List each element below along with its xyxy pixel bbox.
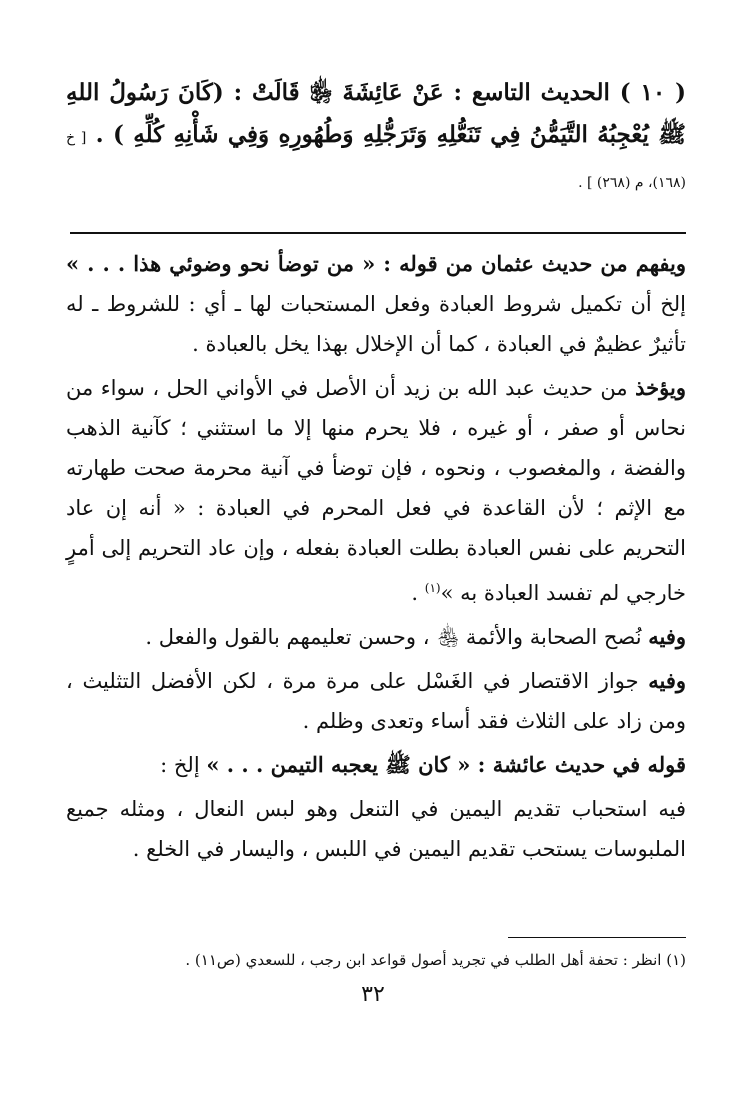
- paragraph-3: [66, 617, 686, 657]
- commentary: [66, 244, 686, 873]
- hadith-body: عَنْ عَائِشَةَ ﵂ قَالَتْ : (كَانَ رَسُولُ اللهِ ﷺ يُعْجِبُهُ التَّيَمُّنُ فِي تَنَعُّلِهِ وَتَرَجُّلِهِ وَطُهُورِهِ وَفِي شَأْنِهِ كُلِّهِ ) .: [66, 79, 686, 148]
- hadith-block: [66, 72, 686, 204]
- paragraph-2: [66, 368, 686, 613]
- paragraph-tail: .: [411, 581, 425, 605]
- paragraph-5: [66, 745, 686, 785]
- page-number: ٣٢: [361, 982, 385, 1007]
- paragraph-lead: وفيه: [648, 624, 686, 649]
- footnote-marker: (١): [666, 951, 686, 969]
- footnote-divider: [508, 937, 686, 938]
- paragraph-1: [66, 244, 686, 364]
- footnote: [66, 946, 686, 974]
- paragraph-text: فيه استحباب تقديم اليمين في التنعل وهو لبس النعال ، ومثله جميع الملبوسات يستحب تقديم اليمين في اللبس ، واليسار في الخلع .: [66, 797, 686, 861]
- paragraph-text: جواز الاقتصار في الغَسْل على مرة مرة ، لكن الأفضل التثليث ، ومن زاد على الثلاث فقد أساء وتعدى وظلم .: [66, 669, 686, 733]
- hadith-reference: [ خ (١٦٨)، م (٢٦٨) ] .: [66, 130, 686, 191]
- paragraph-text: إلخ أن تكميل شروط العبادة وفعل المستحبات لها ـ أي : للشروط ـ له تأثيرٌ عظيمٌ في العبادة ، كما أن الإخلال بهذا يخل بالعبادة .: [66, 292, 686, 356]
- hadith-label: الحديث التاسع :: [453, 79, 610, 106]
- footnote-ref[interactable]: (١): [424, 581, 441, 595]
- paragraph-lead: ويؤخذ: [635, 375, 686, 400]
- paragraph-text: نُصح الصحابة والأئمة ﵃ ، وحسن تعليمهم بالقول والفعل .: [145, 625, 649, 649]
- paragraph-lead: ويفهم من حديث عثمان من قوله : « من توضأ نحو وضوئي هذا . . . »: [66, 251, 686, 276]
- hadith-number: ( ١٠ ): [619, 79, 686, 106]
- paragraph-text: من حديث عبد الله بن زيد أن الأصل في الأواني الحل ، سواء من نحاس أو صفر ، أو غيره ، فلا يحرم منها إلا ما استثني ؛ كآنية الذهب والفضة ، والمغصوب ، ونحوه ، فإن توضأ في آنية محرمة صحت طهارته مع الإثم ؛ لأن القاعدة في فعل المحرم في العبادة : « أنه إن عاد التحريم على نفس العبادة بطلت العبادة بفعله ، وإن عاد التحريم إلى أمرٍ خارجي لم تفسد العبادة به »: [66, 376, 686, 605]
- paragraph-6: [66, 789, 686, 869]
- paragraph-lead: وفيه: [648, 668, 686, 693]
- footnote-text: انظر : تحفة أهل الطلب في تجريد أصول قواعد ابن رجب ، للسعدي (ص١١) .: [185, 951, 662, 969]
- paragraph-text: إلخ :: [160, 753, 207, 777]
- section-divider: [70, 232, 686, 234]
- hadith-text: [66, 72, 686, 204]
- paragraph-4: [66, 661, 686, 741]
- paragraph-lead: قوله في حديث عائشة : « كان ﷺ يعجبه التيمن . . . »: [206, 752, 686, 777]
